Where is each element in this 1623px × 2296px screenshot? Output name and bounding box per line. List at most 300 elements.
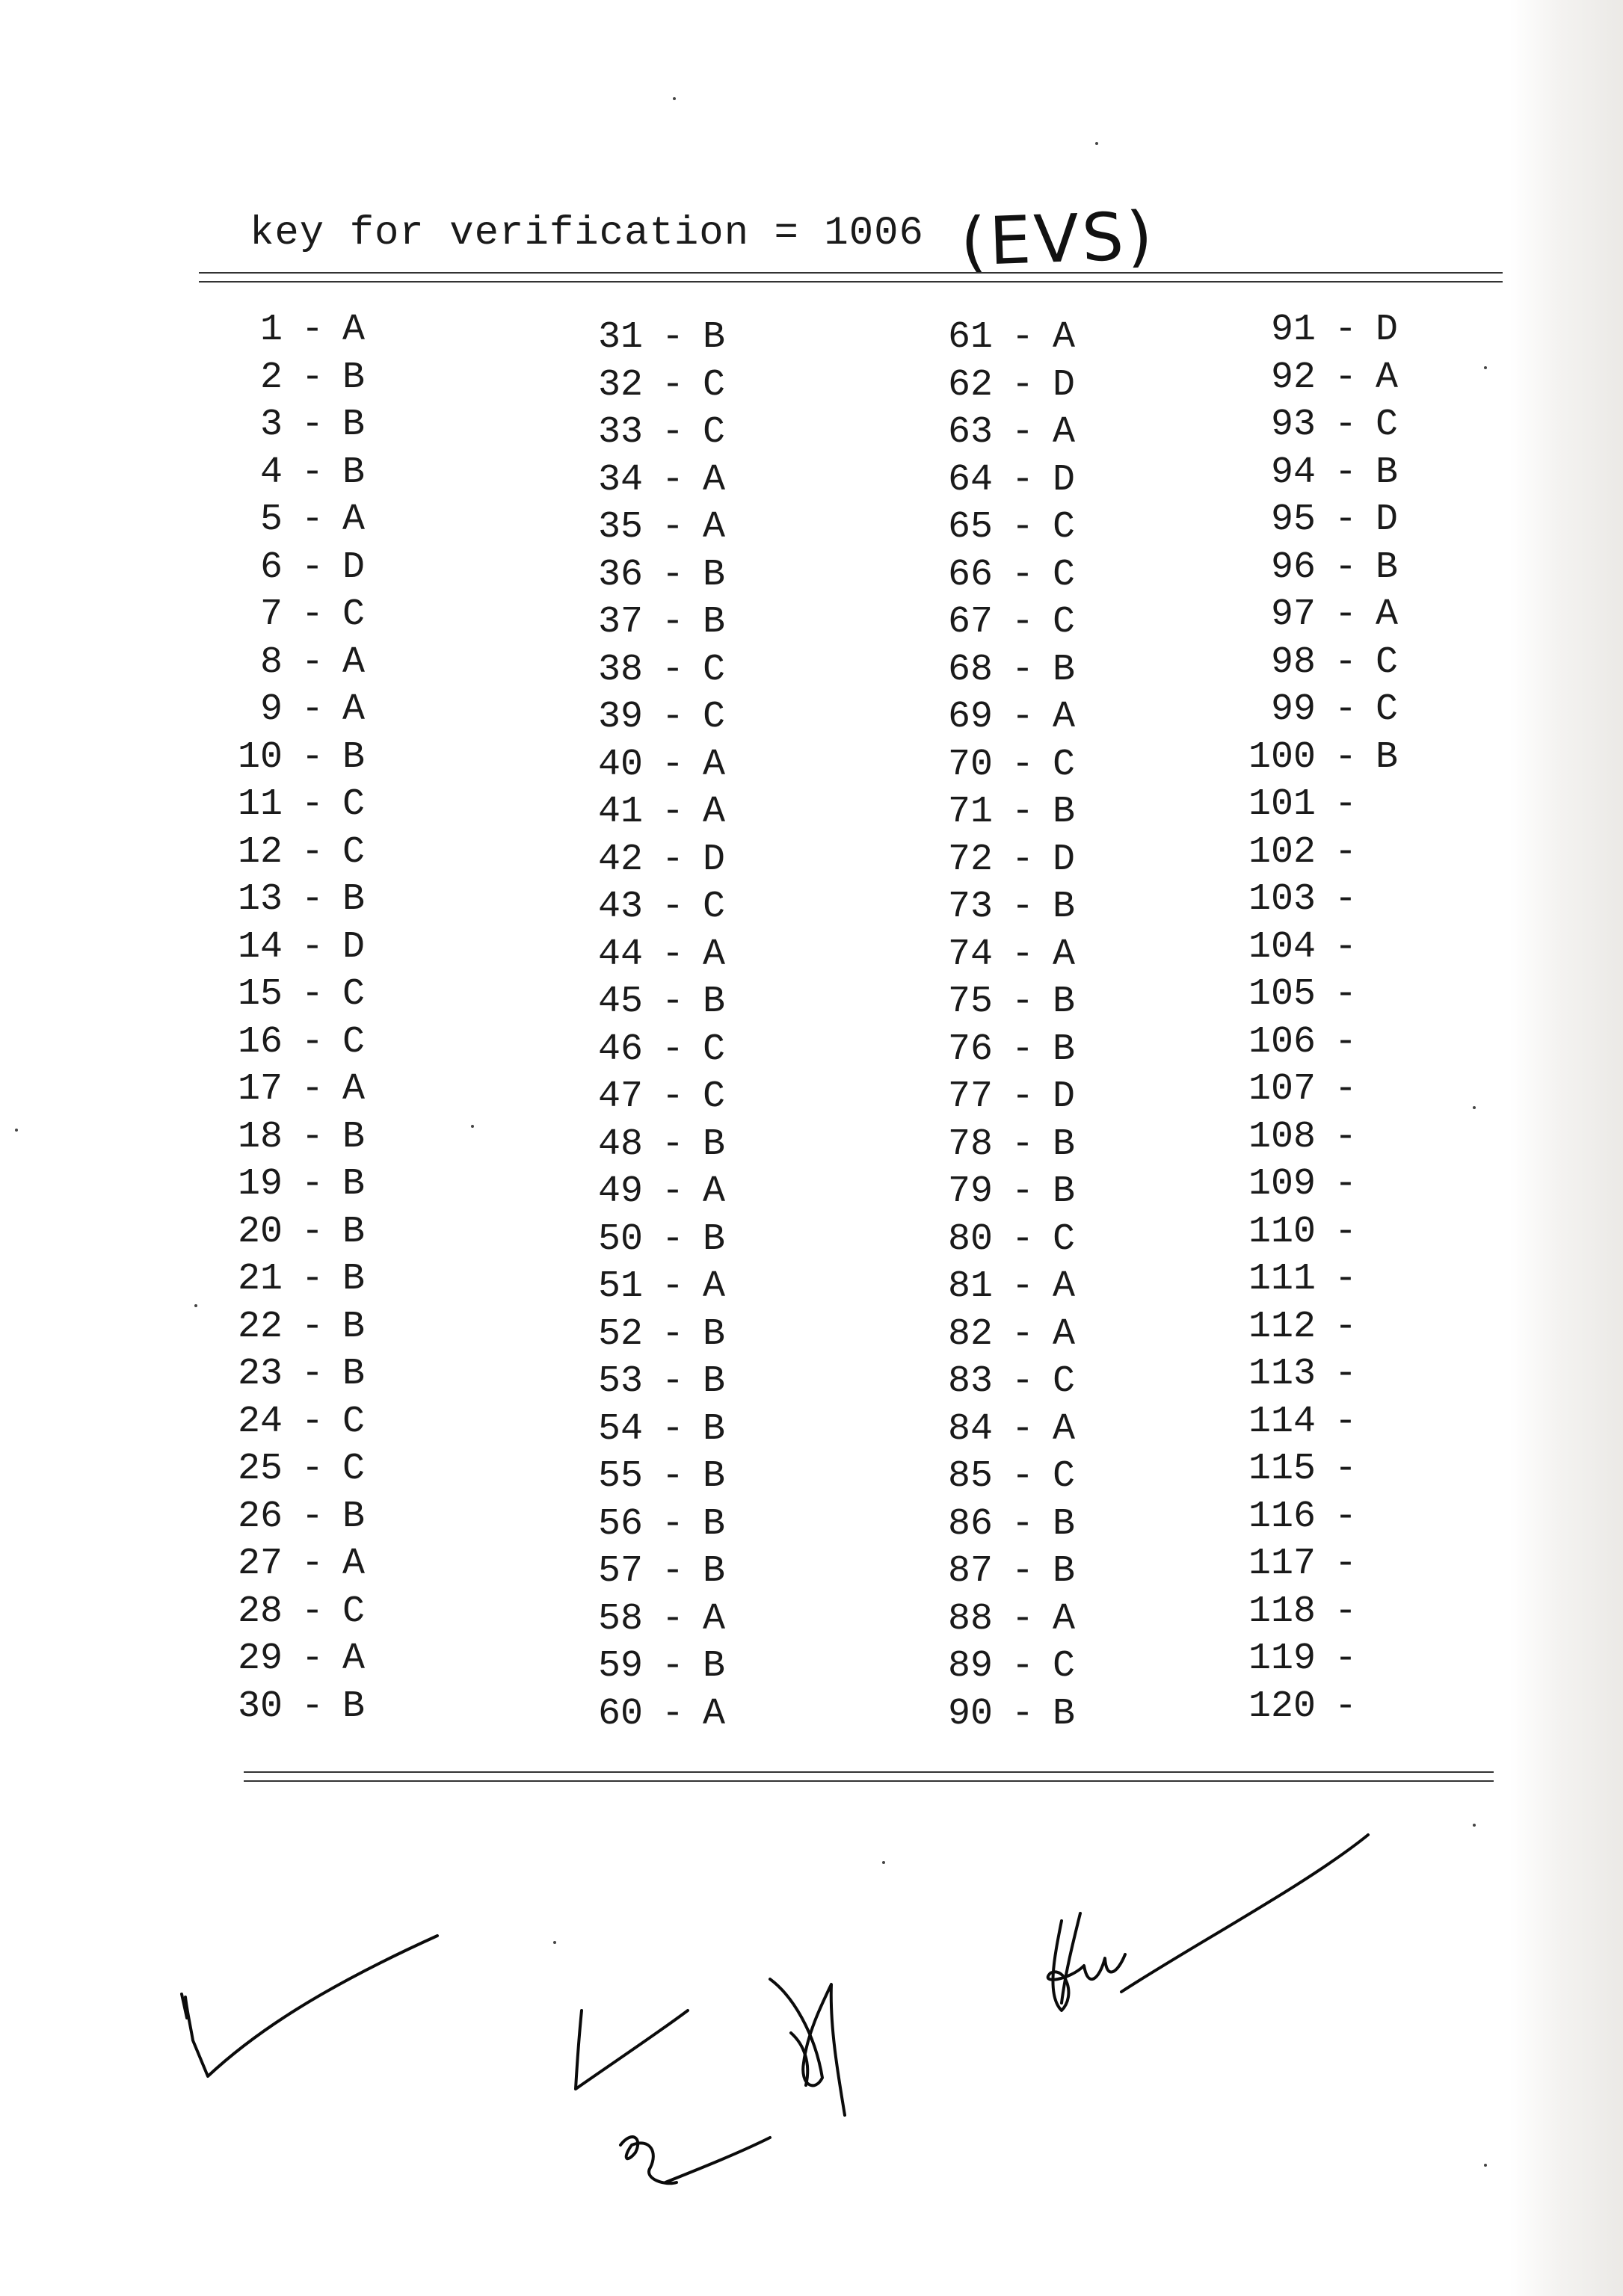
question-number: 25 <box>237 1448 283 1490</box>
answer-separator: - <box>301 1115 324 1158</box>
answer-option: B <box>1053 1028 1076 1071</box>
answer-separator: - <box>1334 1685 1357 1728</box>
question-number: 116 <box>1248 1495 1316 1538</box>
answer-option: A <box>1376 356 1399 399</box>
answer-option: B <box>342 878 366 921</box>
answer-separator: - <box>301 1210 324 1253</box>
question-number: 107 <box>1248 1068 1316 1111</box>
answer-separator: - <box>301 1163 324 1206</box>
answer-option: B <box>342 356 366 399</box>
question-number: 35 <box>597 506 643 549</box>
answer-option: A <box>1053 1312 1076 1356</box>
answer-separator: - <box>1011 791 1034 833</box>
answer-separator: - <box>661 1265 684 1308</box>
paper-speck <box>15 1129 18 1132</box>
answer-option: B <box>703 981 726 1023</box>
question-number: 113 <box>1248 1353 1316 1395</box>
answer-option: B <box>703 1502 726 1546</box>
answer-option: B <box>1376 735 1399 779</box>
answer-option: B <box>703 601 726 644</box>
answer-separator: - <box>661 411 684 454</box>
answer-separator: - <box>1011 1550 1034 1593</box>
answer-separator: - <box>661 648 684 691</box>
question-number: 90 <box>947 1692 993 1735</box>
answer-option: B <box>1053 1170 1076 1213</box>
answer-option: B <box>342 1685 366 1728</box>
answer-option: C <box>1053 1218 1076 1261</box>
answer-option: B <box>342 1163 366 1206</box>
answer-separator: - <box>661 1455 684 1498</box>
question-number: 88 <box>947 1597 993 1641</box>
question-number: 11 <box>237 783 283 826</box>
question-number: 44 <box>597 933 643 976</box>
answer-option: A <box>703 1692 726 1735</box>
question-number: 63 <box>947 411 993 454</box>
answer-separator: - <box>1011 1076 1034 1118</box>
answer-option: A <box>1376 593 1399 636</box>
question-number: 23 <box>237 1353 283 1395</box>
answer-separator: - <box>661 1218 684 1261</box>
answer-option: C <box>703 886 726 928</box>
answer-option: B <box>1053 1123 1076 1166</box>
answer-option: B <box>703 1312 726 1356</box>
answer-option: A <box>1053 1407 1076 1451</box>
answer-separator: - <box>661 743 684 786</box>
answer-separator: - <box>1334 593 1357 636</box>
question-number: 118 <box>1248 1590 1316 1633</box>
answer-option: B <box>342 451 366 494</box>
answer-separator: - <box>1334 1400 1357 1443</box>
question-number: 65 <box>947 506 993 549</box>
answer-option: A <box>342 1068 366 1111</box>
answer-separator: - <box>661 1360 684 1403</box>
answer-option: B <box>342 1353 366 1395</box>
answer-option: C <box>703 696 726 738</box>
answer-separator: - <box>1334 1258 1357 1300</box>
answer-separator: - <box>1334 1068 1357 1111</box>
answer-separator: - <box>1011 1645 1034 1688</box>
answer-separator: - <box>1011 553 1034 596</box>
question-number: 71 <box>947 791 993 833</box>
answer-separator: - <box>301 688 324 731</box>
question-number: 45 <box>597 981 643 1023</box>
answer-separator: - <box>1334 830 1357 874</box>
answer-separator: - <box>661 1502 684 1546</box>
answer-separator: - <box>301 641 324 684</box>
answer-option: D <box>1053 458 1076 502</box>
answer-option: C <box>342 1590 366 1633</box>
answer-separator: - <box>1334 878 1357 921</box>
question-number: 41 <box>597 791 643 833</box>
question-number: 73 <box>947 886 993 928</box>
question-number: 10 <box>237 735 283 779</box>
answer-option: B <box>1376 451 1399 494</box>
answer-separator: - <box>1011 1407 1034 1451</box>
answer-option: B <box>1053 1550 1076 1593</box>
answer-option: C <box>1376 404 1399 446</box>
question-number: 59 <box>597 1645 643 1688</box>
question-number: 16 <box>237 1020 283 1064</box>
answer-option: C <box>703 363 726 407</box>
question-number: 32 <box>597 363 643 407</box>
answer-option: A <box>342 499 366 541</box>
answer-separator: - <box>301 878 324 921</box>
answer-separator: - <box>301 1305 324 1348</box>
question-number: 40 <box>597 743 643 786</box>
answer-option: A <box>703 743 726 786</box>
question-number: 29 <box>237 1638 283 1680</box>
question-number: 80 <box>947 1218 993 1261</box>
question-number: 119 <box>1248 1638 1316 1680</box>
question-number: 61 <box>947 316 993 359</box>
answer-separator: - <box>301 499 324 541</box>
answer-separator: - <box>1011 316 1034 359</box>
question-number: 109 <box>1248 1163 1316 1206</box>
answer-separator: - <box>661 1407 684 1451</box>
answer-separator: - <box>1334 1020 1357 1064</box>
question-number: 7 <box>259 593 283 636</box>
question-number: 108 <box>1248 1115 1316 1158</box>
answer-option: C <box>1053 601 1076 644</box>
answer-separator: - <box>301 1448 324 1490</box>
answer-separator: - <box>661 838 684 881</box>
answer-separator: - <box>1334 499 1357 541</box>
answer-separator: - <box>1334 309 1357 351</box>
question-number: 37 <box>597 601 643 644</box>
question-number: 83 <box>947 1360 993 1403</box>
answer-separator: - <box>1334 1163 1357 1206</box>
question-number: 30 <box>237 1685 283 1728</box>
answer-separator: - <box>301 735 324 779</box>
answer-separator: - <box>1334 1305 1357 1348</box>
question-number: 24 <box>237 1400 283 1443</box>
question-number: 87 <box>947 1550 993 1593</box>
question-number: 3 <box>259 404 283 446</box>
answer-option: B <box>342 735 366 779</box>
answer-separator: - <box>1011 933 1034 976</box>
question-number: 67 <box>947 601 993 644</box>
answer-option: B <box>703 1645 726 1688</box>
answer-option: B <box>1376 546 1399 589</box>
answer-option: C <box>703 1028 726 1071</box>
answer-separator: - <box>1011 886 1034 928</box>
answer-option: C <box>342 1448 366 1490</box>
answer-option: A <box>703 1170 726 1213</box>
answer-option: B <box>1053 1502 1076 1546</box>
answer-separator: - <box>1334 1210 1357 1253</box>
answer-separator: - <box>661 933 684 976</box>
question-number: 57 <box>597 1550 643 1593</box>
question-number: 52 <box>597 1312 643 1356</box>
answer-option: B <box>1053 886 1076 928</box>
answer-option: A <box>703 1597 726 1641</box>
answer-separator: - <box>1011 363 1034 407</box>
answer-option: C <box>1376 688 1399 731</box>
paper-speck <box>882 1861 885 1864</box>
question-number: 50 <box>597 1218 643 1261</box>
question-number: 49 <box>597 1170 643 1213</box>
answer-option: B <box>342 1305 366 1348</box>
question-number: 117 <box>1248 1543 1316 1585</box>
answer-option: B <box>1053 648 1076 691</box>
answer-separator: - <box>301 1258 324 1300</box>
answer-option: C <box>1053 506 1076 549</box>
answer-separator: - <box>301 451 324 494</box>
answer-separator: - <box>1011 601 1034 644</box>
question-number: 33 <box>597 411 643 454</box>
question-number: 4 <box>259 451 283 494</box>
answer-separator: - <box>1011 743 1034 786</box>
answer-option: B <box>703 553 726 596</box>
question-number: 53 <box>597 1360 643 1403</box>
answer-option: D <box>1053 838 1076 881</box>
question-number: 106 <box>1248 1020 1316 1064</box>
answer-separator: - <box>1011 1028 1034 1071</box>
question-number: 13 <box>237 878 283 921</box>
question-number: 2 <box>259 356 283 399</box>
question-number: 6 <box>259 546 283 589</box>
answer-separator: - <box>661 1597 684 1641</box>
question-number: 17 <box>237 1068 283 1111</box>
answer-option: A <box>342 1543 366 1585</box>
answer-separator: - <box>1011 458 1034 502</box>
paper-speck <box>553 1941 556 1944</box>
paper-speck <box>1484 2164 1487 2167</box>
question-number: 77 <box>947 1076 993 1118</box>
answer-separator: - <box>661 1645 684 1688</box>
answer-separator: - <box>661 601 684 644</box>
answer-separator: - <box>1334 973 1357 1016</box>
answer-separator: - <box>1011 506 1034 549</box>
question-number: 96 <box>1270 546 1316 589</box>
question-number: 20 <box>237 1210 283 1253</box>
answer-separator: - <box>301 1638 324 1680</box>
answer-separator: - <box>1334 451 1357 494</box>
question-number: 110 <box>1248 1210 1316 1253</box>
answer-separator: - <box>1334 1115 1357 1158</box>
answer-separator: - <box>301 356 324 399</box>
question-number: 98 <box>1270 641 1316 684</box>
question-number: 55 <box>597 1455 643 1498</box>
answer-option: C <box>1376 641 1399 684</box>
answer-option: D <box>703 838 726 881</box>
handwritten-subject-label: (EVS) <box>959 197 1157 281</box>
answer-separator: - <box>301 973 324 1016</box>
answer-separator: - <box>1334 783 1357 826</box>
question-number: 9 <box>259 688 283 731</box>
paper-speck <box>1473 1824 1476 1827</box>
answer-separator: - <box>1011 1597 1034 1641</box>
answer-separator: - <box>1334 546 1357 589</box>
answer-option: B <box>1053 791 1076 833</box>
answer-option: A <box>703 791 726 833</box>
answer-separator: - <box>1334 1638 1357 1680</box>
paper-speck <box>1484 366 1487 369</box>
answer-separator: - <box>301 404 324 446</box>
answer-separator: - <box>1011 838 1034 881</box>
answer-separator: - <box>1334 925 1357 969</box>
question-number: 84 <box>947 1407 993 1451</box>
answer-separator: - <box>661 1076 684 1118</box>
question-number: 62 <box>947 363 993 407</box>
answer-separator: - <box>1334 1495 1357 1538</box>
answer-option: A <box>703 458 726 502</box>
question-number: 48 <box>597 1123 643 1166</box>
answer-separator: - <box>1011 1502 1034 1546</box>
question-number: 104 <box>1248 925 1316 969</box>
question-number: 103 <box>1248 878 1316 921</box>
question-number: 60 <box>597 1692 643 1735</box>
question-number: 115 <box>1248 1448 1316 1490</box>
question-number: 34 <box>597 458 643 502</box>
answer-separator: - <box>301 1068 324 1111</box>
initials-signature-icon <box>576 1979 845 2183</box>
question-number: 12 <box>237 830 283 874</box>
question-number: 93 <box>1270 404 1316 446</box>
answer-option: C <box>1053 1360 1076 1403</box>
answer-separator: - <box>1334 1543 1357 1585</box>
question-number: 56 <box>597 1502 643 1546</box>
answer-separator: - <box>301 546 324 589</box>
answer-separator: - <box>1011 1455 1034 1498</box>
answer-option: C <box>703 411 726 454</box>
question-number: 81 <box>947 1265 993 1308</box>
answer-option: A <box>342 309 366 351</box>
answer-option: A <box>1053 933 1076 976</box>
answer-separator: - <box>661 316 684 359</box>
question-number: 102 <box>1248 830 1316 874</box>
answer-option: A <box>703 933 726 976</box>
question-number: 22 <box>237 1305 283 1348</box>
paper-speck <box>1095 142 1098 145</box>
answer-option: D <box>1053 1076 1076 1118</box>
question-number: 111 <box>1248 1258 1316 1300</box>
question-number: 91 <box>1270 309 1316 351</box>
answer-option: B <box>342 1210 366 1253</box>
answer-option: B <box>1053 981 1076 1023</box>
question-number: 100 <box>1248 735 1316 779</box>
answer-separator: - <box>1011 1218 1034 1261</box>
question-number: 51 <box>597 1265 643 1308</box>
answer-option: B <box>703 1360 726 1403</box>
question-number: 99 <box>1270 688 1316 731</box>
answer-option: A <box>1053 1597 1076 1641</box>
answer-separator: - <box>1334 404 1357 446</box>
paper-speck <box>1473 1106 1476 1109</box>
answer-option: D <box>342 925 366 969</box>
answer-separator: - <box>301 309 324 351</box>
answer-separator: - <box>1011 411 1034 454</box>
question-number: 42 <box>597 838 643 881</box>
answer-option: D <box>1053 363 1076 407</box>
question-number: 36 <box>597 553 643 596</box>
question-number: 18 <box>237 1115 283 1158</box>
answer-separator: - <box>301 830 324 874</box>
answer-option: A <box>342 641 366 684</box>
answer-option: D <box>342 546 366 589</box>
answer-option: A <box>1053 411 1076 454</box>
question-number: 89 <box>947 1645 993 1688</box>
answer-separator: - <box>1011 648 1034 691</box>
question-number: 1 <box>259 309 283 351</box>
question-number: 58 <box>597 1597 643 1641</box>
answer-option: B <box>342 1495 366 1538</box>
question-number: 101 <box>1248 783 1316 826</box>
answer-option: B <box>703 1550 726 1593</box>
answer-separator: - <box>1011 1692 1034 1735</box>
question-number: 114 <box>1248 1400 1316 1443</box>
answer-separator: - <box>661 506 684 549</box>
answer-separator: - <box>1334 1353 1357 1395</box>
question-number: 78 <box>947 1123 993 1166</box>
answer-option: C <box>703 648 726 691</box>
paper-speck <box>194 1304 197 1307</box>
question-number: 92 <box>1270 356 1316 399</box>
question-number: 14 <box>237 925 283 969</box>
answer-separator: - <box>661 791 684 833</box>
answer-separator: - <box>661 1123 684 1166</box>
answer-separator: - <box>661 458 684 502</box>
question-number: 47 <box>597 1076 643 1118</box>
question-number: 43 <box>597 886 643 928</box>
answer-option: C <box>342 973 366 1016</box>
question-number: 95 <box>1270 499 1316 541</box>
question-number: 64 <box>947 458 993 502</box>
answer-option: C <box>342 830 366 874</box>
answer-option: B <box>703 316 726 359</box>
question-number: 86 <box>947 1502 993 1546</box>
answer-separator: - <box>1011 1312 1034 1356</box>
answer-separator: - <box>301 1020 324 1064</box>
answer-option: B <box>342 404 366 446</box>
question-number: 97 <box>1270 593 1316 636</box>
answer-separator: - <box>661 1550 684 1593</box>
question-number: 21 <box>237 1258 283 1300</box>
answer-option: C <box>1053 553 1076 596</box>
question-number: 38 <box>597 648 643 691</box>
answer-separator: - <box>1334 688 1357 731</box>
answer-separator: - <box>301 1543 324 1585</box>
paper-speck <box>471 1125 474 1128</box>
answer-separator: - <box>1011 1170 1034 1213</box>
answer-separator: - <box>301 1685 324 1728</box>
answer-option: B <box>1053 1692 1076 1735</box>
scribble-signature-icon <box>1048 1913 1125 2010</box>
question-number: 31 <box>597 316 643 359</box>
answer-option: C <box>703 1076 726 1118</box>
tick-mark-signature-icon <box>182 1936 437 2076</box>
answer-option: A <box>342 1638 366 1680</box>
question-number: 70 <box>947 743 993 786</box>
answer-option: B <box>342 1115 366 1158</box>
answer-option: B <box>342 1258 366 1300</box>
answer-separator: - <box>661 363 684 407</box>
answer-separator: - <box>661 696 684 738</box>
answer-separator: - <box>1334 641 1357 684</box>
question-number: 79 <box>947 1170 993 1213</box>
question-number: 120 <box>1248 1685 1316 1728</box>
question-number: 82 <box>947 1312 993 1356</box>
question-number: 39 <box>597 696 643 738</box>
question-number: 76 <box>947 1028 993 1071</box>
answer-separator: - <box>661 1692 684 1735</box>
question-number: 54 <box>597 1407 643 1451</box>
answer-separator: - <box>1334 356 1357 399</box>
long-stroke-signature-icon <box>1121 1835 1368 1992</box>
answer-separator: - <box>301 1353 324 1395</box>
answer-option: A <box>1053 696 1076 738</box>
answer-separator: - <box>1011 1265 1034 1308</box>
